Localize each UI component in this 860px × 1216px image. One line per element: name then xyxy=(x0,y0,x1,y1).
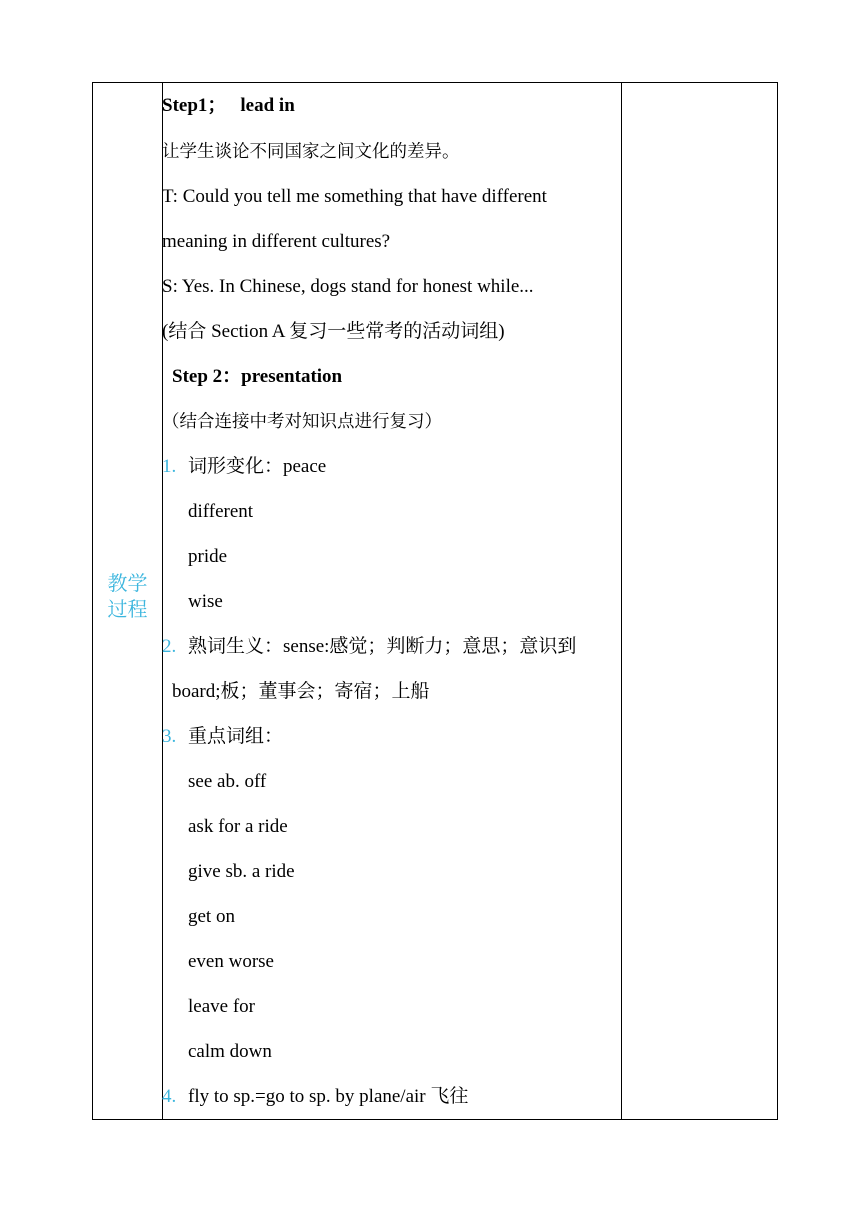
step2-title: Step 2：presentation xyxy=(172,366,343,387)
item-text: fly to sp.=go to sp. by plane/air 飞往 xyxy=(188,1086,469,1107)
item-number: 1. xyxy=(162,456,177,477)
list-item: different xyxy=(188,501,254,522)
step1-line: meaning in different cultures? xyxy=(162,231,391,252)
list-item: calm down xyxy=(188,1041,272,1062)
list-item: leave for xyxy=(188,996,255,1017)
list-item: pride xyxy=(188,546,228,567)
item-number: 3. xyxy=(162,726,177,747)
step2-note: （结合连接中考对知识点进行复习） xyxy=(162,412,442,432)
list-item: get on xyxy=(188,906,235,927)
step1-line: T: Could you tell me something that have different xyxy=(162,186,547,207)
list-item: give sb. a ride xyxy=(188,861,295,882)
step1-line: 让学生谈论不同国家之间文化的差异。 xyxy=(162,142,460,162)
list-item: even worse xyxy=(188,951,274,972)
item-number: 4. xyxy=(162,1086,177,1107)
list-item: wise xyxy=(188,591,223,612)
stage-label: 教学 过程 xyxy=(107,571,148,621)
item-number: 2. xyxy=(162,636,177,657)
step1-line: S: Yes. In Chinese, dogs stand for honest while... xyxy=(162,276,534,297)
column-divider xyxy=(621,83,622,1119)
list-item: ask for a ride xyxy=(188,816,288,837)
item-text: 重点词组： xyxy=(188,726,284,747)
list-item: see ab. off xyxy=(188,771,267,792)
item-text: 熟词生义：sense:感觉；判断力；意思；意识到 xyxy=(188,636,577,657)
item-text: 词形变化：peace xyxy=(188,456,327,477)
step1-line: (结合 Section A 复习一些常考的活动词组) xyxy=(162,321,505,342)
item-text-continued: board;板；董事会；寄宿；上船 xyxy=(172,681,430,702)
step1-title: Step1； lead in xyxy=(162,95,295,116)
